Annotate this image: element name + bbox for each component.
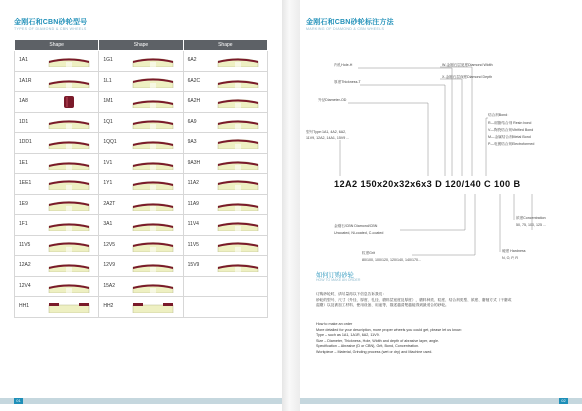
- shape-cell: [99, 153, 183, 174]
- wheel-shape-image: [47, 260, 91, 272]
- wheel-type-code: 12V5: [103, 241, 116, 248]
- shape-cell: [99, 235, 183, 256]
- left-page-number: 01: [14, 398, 23, 404]
- wheel-shape-image: [216, 117, 260, 129]
- wheel-shape-image: [131, 96, 175, 108]
- howto-subtitle: HOW TO MAKE AN ORDER: [316, 278, 361, 282]
- book-gutter: [282, 0, 300, 411]
- wheel-shape-image: [131, 199, 175, 211]
- en-line: Specification – Abrasive (D or CBN), Grit, Bond, Concentration.: [316, 344, 420, 349]
- annotation-hardness-1: 硬度 Hardness: [502, 249, 526, 253]
- wheel-shape-image: [47, 158, 91, 170]
- shape-cell: [183, 194, 267, 215]
- table-row: [15, 174, 268, 195]
- annotation-concentration-1: 浓度Concentration: [516, 216, 546, 220]
- shape-cell: [99, 194, 183, 215]
- wheel-shape-image: [216, 96, 260, 108]
- right-page-number: 02: [559, 398, 568, 404]
- annotation-bond-title: 结合剂Bond：: [488, 113, 511, 117]
- wheel-type-code: 1QQ1: [103, 139, 117, 145]
- table-row: [15, 112, 268, 133]
- shape-cell: [99, 133, 183, 154]
- shape-cell: [183, 215, 267, 236]
- annotation-leader-lines: [300, 0, 582, 270]
- wheel-type-code: 1E1: [19, 159, 28, 166]
- column-header: Shape: [15, 40, 99, 51]
- wheel-shape-image: [131, 76, 175, 88]
- wheel-type-code: 1Y1: [103, 180, 113, 186]
- shape-cell: [183, 92, 267, 113]
- wheel-type-code: 1E9: [19, 200, 28, 207]
- shape-cell: [183, 71, 267, 92]
- shape-cell: [15, 256, 99, 277]
- wheel-type-code: 11A2: [187, 180, 199, 186]
- shape-cell: [99, 92, 183, 113]
- shape-cell: [183, 297, 267, 318]
- left-page: [0, 0, 282, 411]
- wheel-type-code: 1D1: [19, 118, 29, 125]
- shape-cell: [183, 133, 267, 154]
- shape-cell: [183, 235, 267, 256]
- wheel-shape-image: [47, 96, 91, 108]
- table-row: [15, 71, 268, 92]
- table-row: [15, 235, 268, 256]
- left-footer-bar: [0, 398, 282, 404]
- wheel-type-code: 15A2: [103, 282, 116, 289]
- shape-cell: [99, 215, 183, 236]
- left-page-title: 金刚石和CBN砂轮型号: [14, 19, 88, 26]
- wheel-type-code: 1A1R: [19, 77, 32, 84]
- right-page-subtitle: MARKING OF DIAMOND & CBN WHEELS: [306, 27, 385, 31]
- wheel-type-code: 1EE1: [19, 180, 32, 186]
- wheel-shape-image: [47, 240, 91, 252]
- wheel-shape-image: [131, 219, 175, 231]
- table-row: [15, 153, 268, 174]
- right-footer-bar: [300, 398, 582, 404]
- shape-cell: [99, 112, 183, 133]
- shape-cell: [183, 256, 267, 277]
- wheel-shape-image: [47, 55, 91, 67]
- annotation-hole: 内孔Hole-H: [334, 63, 353, 67]
- wheel-type-code: 6A2: [187, 57, 197, 63]
- annotation-bond-r: R—树脂结合剂 Resin bond: [488, 121, 532, 125]
- cn-line: 湿磨）以及被加工材料、使用设备、用途等，描述越清楚越能得到最适合的砂轮。: [316, 303, 449, 308]
- wheel-type-code: 11A9: [187, 200, 199, 207]
- shape-cell: [183, 51, 267, 72]
- wheel-shape-image: [47, 301, 91, 313]
- wheel-type-code: 1M1: [103, 98, 114, 104]
- wheel-shape-image: [131, 178, 175, 190]
- annotation-width: W-金刚石层宽度Diamond Width: [442, 63, 493, 67]
- shape-cell: [15, 215, 99, 236]
- wheel-shape-image: [131, 158, 175, 170]
- annotation-abrasive-1: 金刚石/CBN Diamond/CBN: [334, 224, 378, 228]
- wheel-type-code: HH2: [103, 303, 114, 309]
- table-row: [15, 215, 268, 236]
- en-line: More detailed for your description, more proper wheels you could get, please let us know:: [316, 327, 462, 332]
- table-row: [15, 276, 268, 297]
- shape-cell: [15, 153, 99, 174]
- annotation-diameter: 外径Diameter-OD: [318, 98, 347, 102]
- wheel-types-table: [14, 39, 268, 318]
- wheel-shape-image: [131, 240, 175, 252]
- table-row: [15, 194, 268, 215]
- wheel-shape-image: [216, 260, 260, 272]
- wheel-shape-image: [131, 281, 175, 293]
- annotation-bond-v: V—陶瓷结合剂Vitrified Bond: [488, 128, 534, 132]
- howto-title: 如何订购砂轮: [316, 272, 354, 279]
- annotation-depth: X-金刚石层深度Diamond Depth: [442, 75, 493, 79]
- en-line: Size – Diameter, Thickness, Hole, Width and depth of abrasive layer, angle.: [316, 338, 440, 343]
- table-row: [15, 51, 268, 72]
- wheel-shape-image: [131, 137, 175, 149]
- shape-cell: [15, 276, 99, 297]
- order-instructions-english: [316, 322, 566, 356]
- shape-cell: [99, 297, 183, 318]
- wheel-shape-image: [216, 240, 260, 252]
- cn-line: 砂轮的型号、尺寸（外径、厚度、孔径、磨料层宽度及厚度），磨料种类、粒度、结合剂类型、浓度、磨削方式（干磨或: [316, 297, 512, 302]
- wheel-type-code: 12V4: [19, 282, 31, 289]
- wheel-type-code: 3A1: [103, 221, 113, 227]
- wheel-type-code: 12A2: [19, 262, 31, 268]
- wheel-type-code: 1A1: [19, 57, 28, 63]
- wheel-type-code: 11V5: [187, 241, 199, 248]
- cn-line: 订购砂轮时，请尽量再以下信息告诉我们：: [316, 292, 387, 296]
- wheel-shape-image: [216, 76, 260, 88]
- en-line: Type – such as 1A1, 1A1R, 6A2, 11V9.: [316, 333, 380, 338]
- wheel-type-code: 9A3: [187, 139, 197, 145]
- wheel-type-code: 6A2H: [187, 98, 201, 104]
- wheel-type-code: 1Q1: [103, 118, 113, 125]
- annotation-bond-m: M—金属结合剂Metal Bond: [488, 135, 531, 139]
- shape-cell: [99, 174, 183, 195]
- annotation-grit-1: 粒度Grit: [362, 251, 375, 255]
- en-line: Workpiece – Material, Grinding process (wet or dry) and Machine used.: [316, 349, 433, 354]
- shape-cell: [183, 174, 267, 195]
- shape-cell: [183, 276, 267, 297]
- wheel-type-code: 2A2T: [103, 200, 116, 207]
- wheel-shape-image: [131, 117, 175, 129]
- wheel-type-code: 11V5: [19, 241, 31, 248]
- table-header-row: [15, 40, 268, 51]
- wheel-shape-image: [47, 219, 91, 231]
- order-instructions-chinese: [316, 292, 566, 309]
- wheel-type-code: 1L1: [103, 77, 112, 84]
- wheel-type-code: 15V9: [187, 262, 200, 268]
- wheel-type-code: 1G1: [103, 57, 113, 63]
- shape-cell: [99, 71, 183, 92]
- wheel-type-code: 1DD1: [19, 139, 32, 145]
- annotation-type-2: 11V9, 12A2, 14A1, 15V9 ...: [306, 136, 350, 140]
- wheel-shape-image: [216, 158, 260, 170]
- shape-cell: [99, 51, 183, 72]
- annotation-type-1: 型号Type:1A1, 4A2, 6A2,: [306, 130, 347, 134]
- wheel-shape-image: [47, 199, 91, 211]
- column-header: Shape: [183, 40, 267, 51]
- shape-cell: [183, 112, 267, 133]
- wheel-type-code: 6A9: [187, 118, 197, 125]
- table-row: [15, 133, 268, 154]
- shape-cell: [99, 276, 183, 297]
- shape-cell: [15, 194, 99, 215]
- table-row: [15, 256, 268, 277]
- annotation-grit-2: 80/100, 100/120, 120/140, 140/170...: [362, 258, 421, 262]
- wheel-shape-image: [216, 55, 260, 67]
- shape-cell: [15, 174, 99, 195]
- wheel-shape-image: [216, 137, 260, 149]
- wheel-shape-image: [47, 281, 91, 293]
- column-header: Shape: [99, 40, 183, 51]
- wheel-shape-image: [216, 219, 260, 231]
- left-page-subtitle: TYPES OF DIAMOND & CBN WHEELS: [14, 27, 87, 31]
- annotation-bond-p: P—电镀结合剂Electroformed: [488, 142, 535, 146]
- shape-cell: [183, 153, 267, 174]
- right-page-title: 金刚石和CBN砂轮标注方法: [306, 19, 394, 26]
- wheel-type-code: 6A2C: [187, 77, 201, 84]
- wheel-shape-image: [47, 76, 91, 88]
- shape-cell: [99, 256, 183, 277]
- wheel-shape-image: [47, 178, 91, 190]
- annotation-abrasive-2: Uncoated, Ni-coated, C-coated: [334, 231, 384, 235]
- specification-code: 12A2 150x20x32x6x3 D 120/140 C 100 B: [334, 179, 521, 189]
- shape-cell: [15, 133, 99, 154]
- wheel-type-code: 1V1: [103, 159, 113, 166]
- wheel-shape-image: [131, 55, 175, 67]
- table-row: [15, 297, 268, 318]
- wheel-type-code: HH1: [19, 303, 30, 309]
- wheel-type-code: 12V9: [103, 262, 116, 268]
- en-line: How to make an order: [316, 322, 353, 326]
- wheel-shape-image: [47, 117, 91, 129]
- shape-cell: [15, 112, 99, 133]
- wheel-shape-image: [131, 301, 175, 313]
- shape-cell: [15, 71, 99, 92]
- wheel-shape-image: [216, 178, 260, 190]
- annotation-thickness: 厚度Thickness-T: [334, 80, 361, 84]
- wheel-shape-image: [47, 137, 91, 149]
- wheel-type-code: 11V4: [187, 221, 199, 227]
- shape-cell: [15, 235, 99, 256]
- shape-cell: [15, 51, 99, 72]
- shape-cell: [15, 92, 99, 113]
- wheel-type-code: 1F1: [19, 221, 28, 227]
- wheel-shape-image: [216, 199, 260, 211]
- annotation-concentration-2: 50, 75, 100, 125 ...: [516, 223, 546, 227]
- wheel-shape-image: [131, 260, 175, 272]
- annotation-hardness-2: N, O, P, R: [502, 256, 518, 260]
- table-row: [15, 92, 268, 113]
- right-page: [300, 0, 582, 411]
- wheel-type-code: 1A8: [19, 98, 28, 104]
- shape-cell: [15, 297, 99, 318]
- wheel-type-code: 9A3H: [187, 159, 201, 166]
